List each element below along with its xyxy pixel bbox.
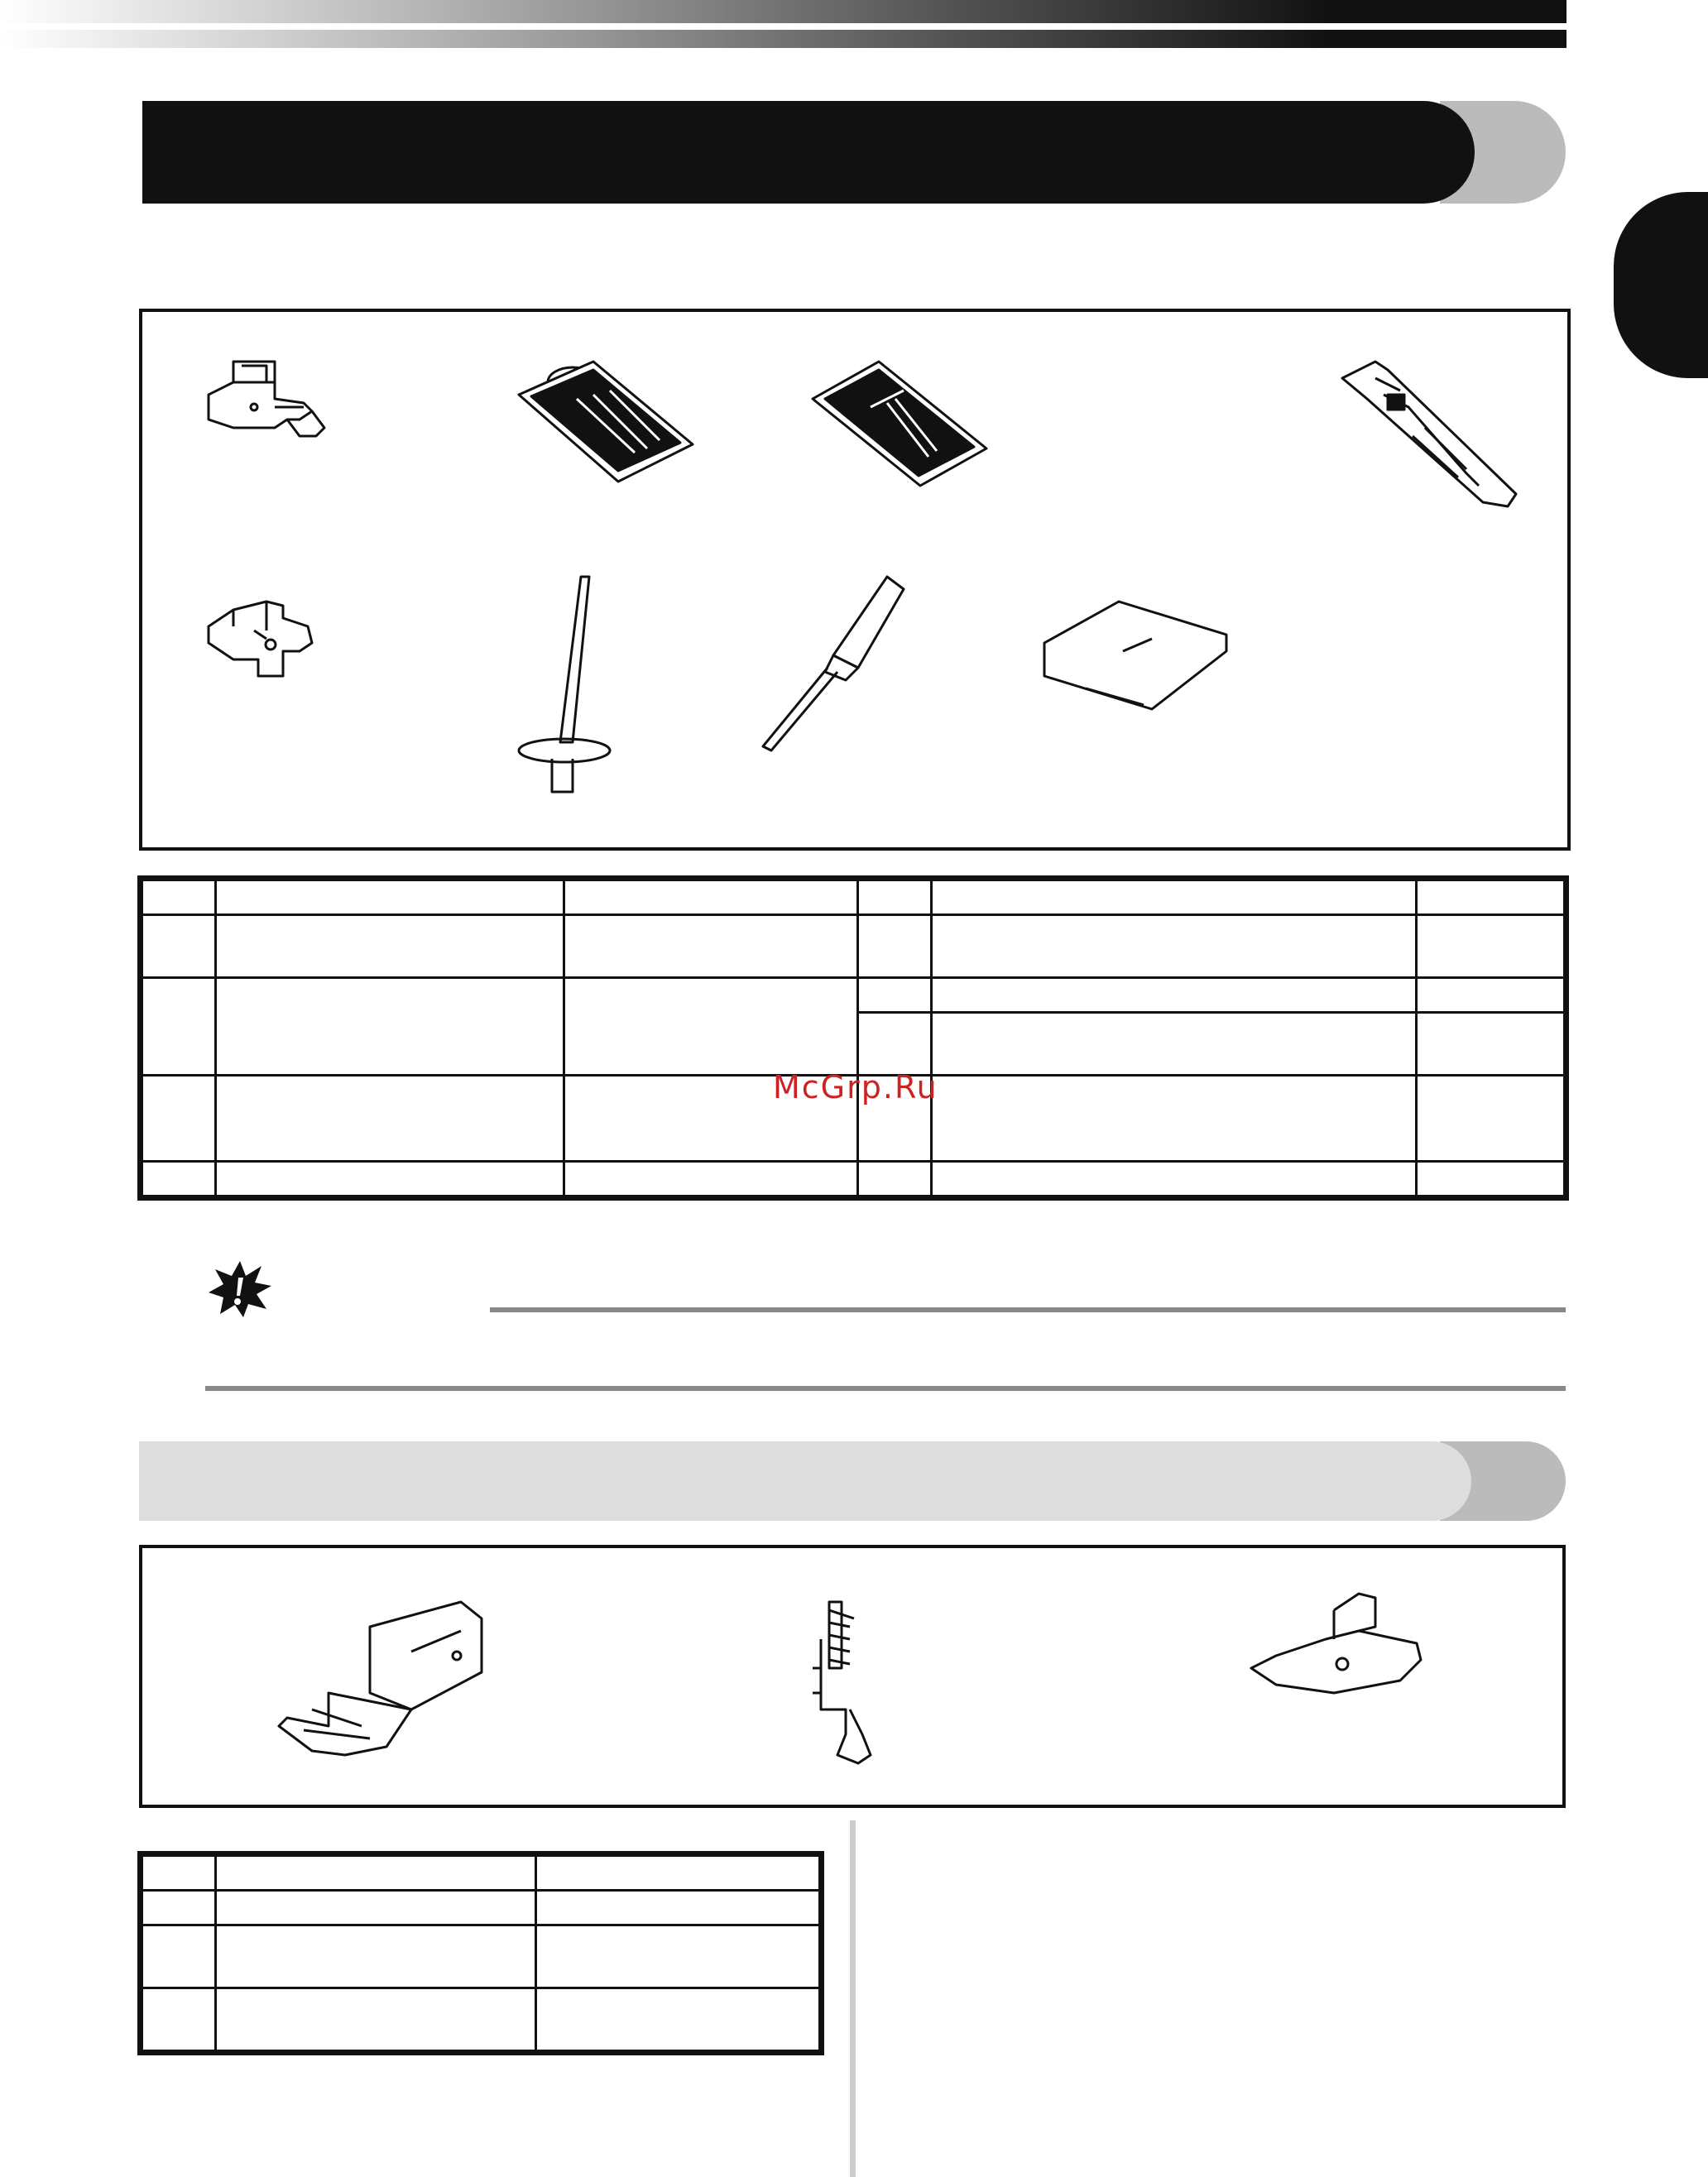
- table-row: [142, 978, 1565, 1013]
- top-gradient-bar: [0, 0, 1566, 50]
- column-divider: [850, 1820, 856, 2177]
- table-row: [142, 1988, 820, 2051]
- chapter-tab: [1614, 192, 1708, 378]
- cover-plate-icon: [1044, 602, 1226, 709]
- optional-accessories-illustration-box: [139, 1545, 1566, 1808]
- twin-needle-icon: [813, 362, 986, 486]
- table-row: [142, 1925, 820, 1988]
- quarter-inch-foot-icon: [1251, 1594, 1421, 1693]
- buttonhole-foot-icon: [1342, 362, 1516, 506]
- quilting-foot-icon: [813, 1602, 871, 1763]
- table-row: [142, 1162, 1565, 1196]
- included-accessories-table: [141, 879, 1566, 1197]
- section-header-included-accessories: [142, 101, 1475, 204]
- section-header-optional-accessories: [139, 1441, 1471, 1521]
- watermark: McGrp.Ru: [773, 1069, 938, 1105]
- needle-set-icon: [519, 362, 693, 482]
- zipper-foot-icon: [209, 602, 312, 676]
- included-accessories-illustration-box: [139, 309, 1571, 851]
- spool-pin-icon: [519, 577, 610, 792]
- walking-foot-icon: [279, 1602, 482, 1755]
- note-bottom-rule: [205, 1386, 1566, 1391]
- table-header-row: [142, 1856, 820, 1891]
- note-top-rule: [490, 1307, 1566, 1312]
- table-row: [142, 915, 1565, 978]
- zigzag-presser-foot-icon: [209, 362, 324, 436]
- important-burst-icon: [207, 1259, 273, 1319]
- optional-accessories-table: [141, 1854, 821, 2052]
- table-header-row: [142, 880, 1565, 915]
- screwdriver-icon: [763, 577, 904, 750]
- table-row: [142, 1891, 820, 1925]
